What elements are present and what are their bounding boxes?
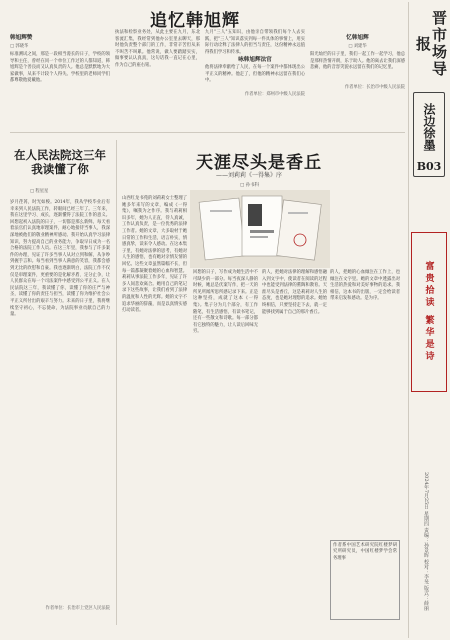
left-article-byline: □ 程星星 — [30, 189, 49, 194]
left-article-title: 在人民法院这三年我读懂了你 — [14, 148, 106, 176]
top-signature-3: 作者单位：郑州市中级人民法院 — [244, 92, 305, 97]
left-body-text: 岁月荏苒，时光如梭。2014年，我从学校毕业后有幸来到人民法院工作，转眼间已经三年了。三年来，我在这里学习、成长，逐渐懂得了法院工作的意义。回想起初入法院的日子，一切都是那么新鲜。每天看着法官们认真地审理案件，耐心地接待当事人，我深深地被他们的敬业精神所感动。我开始认真学习法律知识，努力提高自己的业务能力，争取早日成为一名合格的法院工作人员。在这三年里，我参与了许多案件的办理，见证了许多当事人从对立到和解，从争吵到握手言和。每当看到当事人满意的笑容，我都会感到无比的欣慰和自豪。我也逐渐明白，法院工作不仅仅是审理案件，更重要的是化解矛盾、定分止争，让人民群众在每一个司法案件中感受到公平正义。在人民法院这三年，我读懂了你，读懂了你的庄严与神圣，读懂了你的责任与担当，读懂了你为维护社会公平正义所付出的艰辛与努力。未来的日子里，我将继续坚守初心，不忘使命，为法院事业贡献自己的力量。 — [10, 200, 110, 318]
column-badge — [413, 92, 445, 177]
left-signature: 作者单位：长治市上党区人民法院 — [45, 606, 110, 611]
top-subheading-1: 韩旭辉赞 — [10, 35, 33, 41]
main-body-1: 山西红龙书苑的刘莉莉女士整理了她多年来写的文章，编成《一得集》，嘱我为之作序。我与莉莉相识多年，她为人正直，待人真诚，工作认真负责，是一位优秀的法律工作者。她的文章，大多取材于她日常的工作和生活，语言朴实，情感真挚，读来令人感动。在这本集子里，有她对法律的思考，有她对人生的感悟，也有她对亲情友情的回忆。这些文章虽然篇幅不长，但每一篇都凝聚着她的心血和智慧。莉莉从事法院工作多年，见证了许多人间悲欢离合。她用自己的笔记录下这些故事，让我们看到了法律的温度和人性的光辉。她的文字不追求华丽的辞藻，而是以真情实感打动读者。 — [122, 196, 187, 314]
top-subheading-4: 忆韩旭辉 — [346, 35, 369, 41]
slogan-box — [411, 232, 447, 392]
top-body-1: 标准测试之间，那是一段相当漫长的日子，学校的领导和主任，曾经在同一个单位工作过的人都知道，韩旭辉是个善良而又认真负责的人。他总是默默地为大家做事，从来不计较个人得失。学校里的老师同学们都尊敬他爱戴他。 — [10, 52, 110, 84]
top-subheading-3: 咏韩旭辉法官 — [238, 57, 272, 63]
main-article-col-3 — [262, 270, 327, 620]
top-article-col-1 — [10, 30, 110, 100]
page-number: B03 — [416, 160, 442, 173]
main-article-col-1 — [122, 196, 187, 620]
book-stack-icon — [199, 196, 321, 260]
masthead-column — [408, 2, 448, 638]
top-byline-1: □ 郭晓华 — [10, 44, 29, 49]
main-body-4: 的人，把她的心血倾注在工作上，也倾注在文字里。她的文章中透露出对生活的热爱和对美好事物的追求。我相信，这本书的出版，一定会给读者带来启发和感动。是为序。 — [330, 270, 400, 302]
author-note-box — [330, 540, 400, 620]
top-body-4: 阳光灿烂的日子里，我们一起工作一起学习，他总是那样热情开朗，乐于助人。他的离去让我们深感悲痛，他的音容笑貌永远留在我们的记忆里。 — [310, 52, 405, 71]
main-article-col-2 — [193, 270, 258, 620]
top-article-col-4 — [310, 30, 405, 100]
top-byline-4: □ 刘建华 — [348, 44, 367, 49]
book-illustration — [190, 190, 330, 268]
top-article-col-2 — [115, 30, 200, 100]
top-divider — [10, 132, 405, 133]
top-body-3: 九月"三人"五知识，由他亲自带领我们每个人去实践，把"三人"知识落实到每一件具体的事情上，用实际行动诠释了法律人的担当与责任，这份精神永远值得我们学习和传承。 — [205, 30, 305, 55]
author-note-text: 作者系中国艺术研究院红楼梦研究所研究员，中国红楼梦学会常务理事 — [333, 543, 397, 561]
top-article-col-3 — [205, 30, 305, 100]
main-article-byline: □ 孙书科 — [240, 183, 260, 188]
main-article-title: 天涯尽头是香丘 — [196, 153, 322, 173]
issue-date-line: 2024年7月25日 星期四 责编：孙景晖 校对：李旻 版式：薛丽 — [423, 472, 429, 611]
slogan-text: 富贵拾读 繁华是诗 — [423, 260, 434, 364]
main-body-2: 回想的日子，写作成为她生活中不可缺少的一部分。每当夜深人静的时候，她总是伏案写作，把一天的所见所闻所思所感记录下来。正是这种坚持，成就了这本《一得集》。集子分为几个部分，有工作随笔，有生活感悟，有读书笔记，还有一些散文和诗歌。每一部分都有它独特的魅力，让人读后回味无穷。 — [193, 270, 258, 335]
top-article-title: 追忆韩旭辉 — [150, 11, 240, 31]
main-body-3: 的人，把她对法律的理解和感悟融入到文字中，使读者在阅读的过程中也能受到法律的熏陶和教育。天涯尽头是香丘，这是莉莉对人生的态度，也是她对理想的追求。她始终相信，只要坚持走下去，就一定能够找到属于自己的那片香丘。 — [262, 270, 327, 315]
main-article-subtitle: ——刘莉莉《一得集》序 — [216, 172, 283, 179]
top-body-3b: 他将法律奉献给了人民，在每一个案件中都体现出公平正义的精神。他走了，但他的精神永远留在我们心中。 — [205, 65, 305, 84]
column-name: 法边徐墨 — [422, 103, 436, 151]
left-divider — [116, 140, 117, 625]
masthead-title: 晋市场导报 — [414, 10, 448, 78]
top-body-2: 执法和检察业务处，从此主要在九月，东北客流汇集，我经常到他办公室里去聊天，那时他负责整个部门的工作，非常辛苦但从来不叫苦不叫累。他常说，做人要踏踏实实，做事要认认真真，这句话我一直记在心里，作为自己的座右铭。 — [115, 30, 200, 68]
top-signature-4: 作者单位：长治市中级人民法院 — [344, 85, 405, 90]
left-article-body — [10, 200, 110, 620]
